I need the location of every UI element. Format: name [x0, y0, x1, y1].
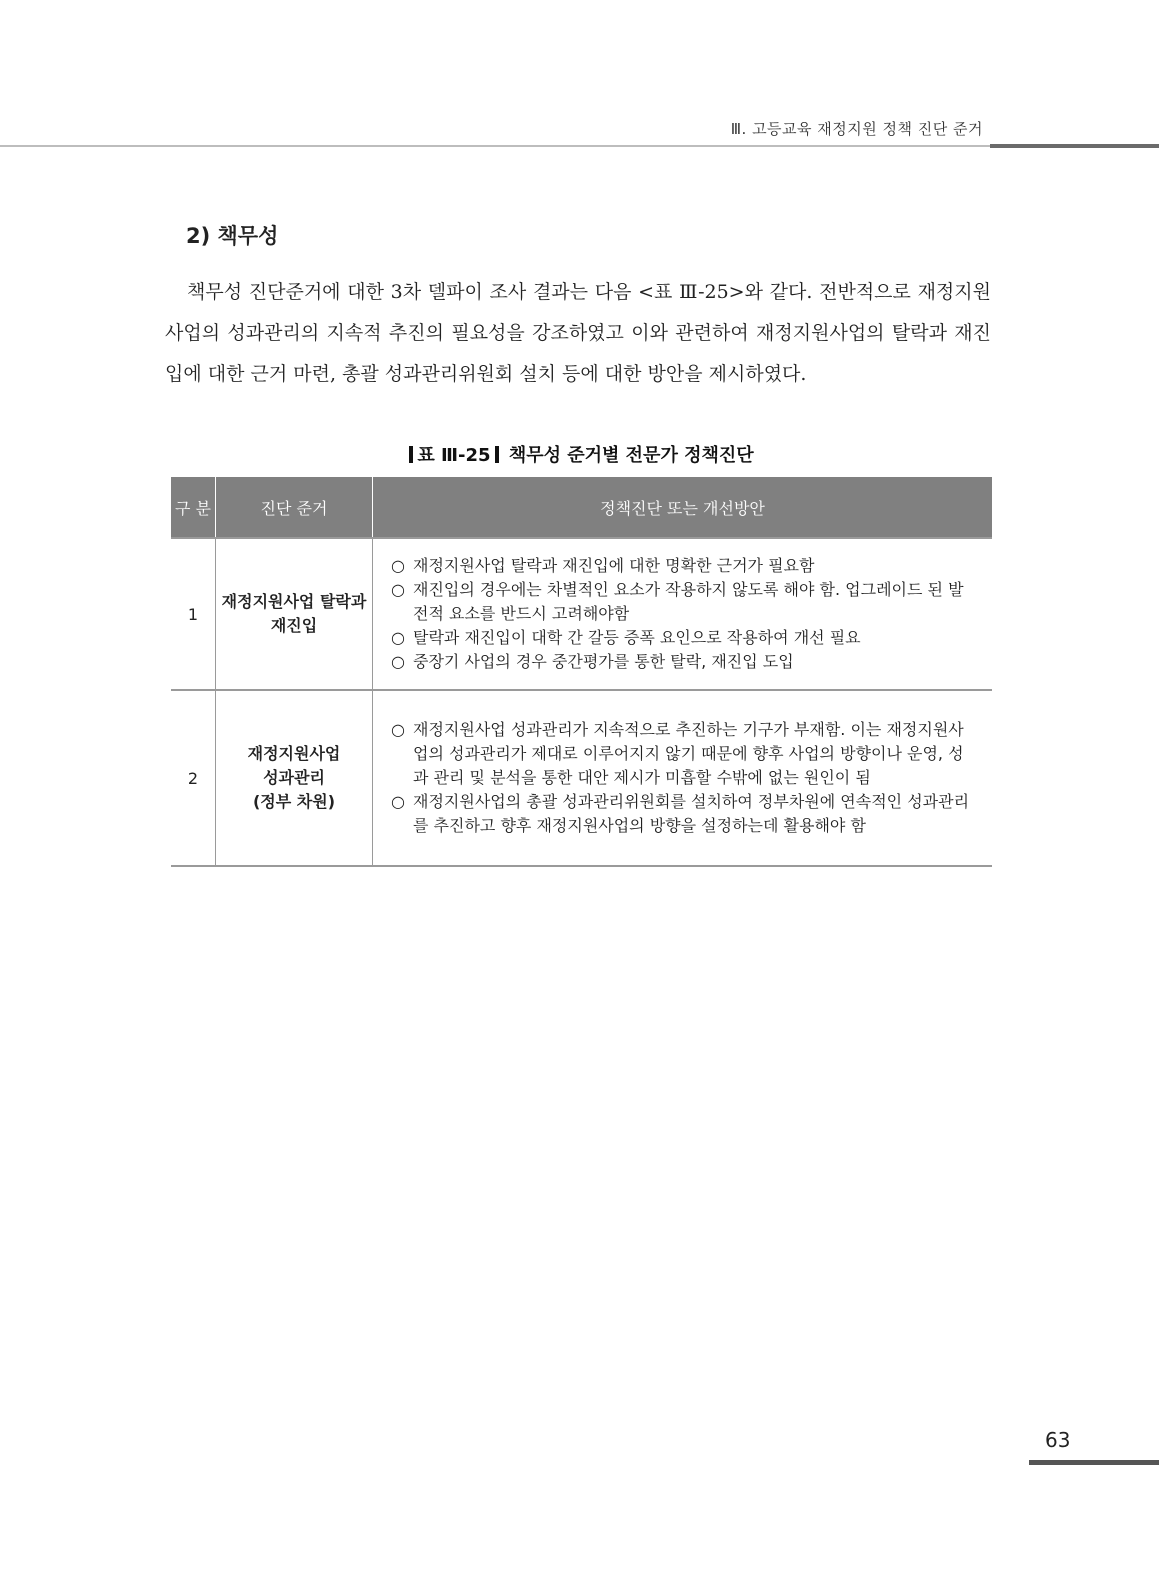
circle-bullet-icon: ○: [391, 720, 405, 739]
header-criterion: 진단 준거: [216, 477, 373, 538]
row-criterion: 재정지원사업 성과관리 (정부 차원): [216, 690, 373, 866]
running-header: Ⅲ. 고등교육 재정지원 정책 진단 준거: [730, 120, 983, 138]
circle-bullet-icon: ○: [391, 652, 405, 671]
row-diagnosis: [373, 538, 993, 690]
circle-bullet-icon: ○: [391, 556, 405, 575]
header-no: 구 분: [171, 477, 216, 538]
section-title: 2) 책무성: [186, 224, 279, 248]
row-number: 2: [171, 690, 216, 866]
body-paragraph: 책무성 진단준거에 대한 3차 델파이 조사 결과는 다음 <표 Ⅲ-25>와 같다. 전반적으로 재정지원사업의 성과관리의 지속적 추진의 필요성을 강조하였고 이와 관련하여 재정지원사업의 탈락과 재진입에 대한 근거 마련, 총괄 성과관리위원회 설치 등에 대한 방안을 제시하였다.: [165, 281, 991, 385]
header-rule: [0, 145, 990, 147]
header-rule-accent: [990, 144, 1159, 148]
caption-bar-right: [495, 446, 499, 463]
circle-bullet-icon: ○: [391, 580, 405, 599]
row-criterion: 재정지원사업 탈락과 재진입: [216, 538, 373, 690]
list-item: ○ 탈락과 재진입이 대학 간 갈등 증폭 요인으로 작용하여 개선 필요: [389, 626, 976, 650]
list-item: ○ 재진입의 경우에는 차별적인 요소가 작용하지 않도록 해야 함. 업그레이드 된 발전적 요소를 반드시 고려해야함: [391, 580, 964, 623]
list-item: ○ 중장기 사업의 경우 중간평가를 통한 탈락, 재진입 도입: [389, 650, 976, 674]
table-caption-title: 책무성 준거별 전문가 정책진단: [508, 445, 754, 466]
footer-rule: [1029, 1460, 1159, 1465]
diagnosis-table: [171, 477, 992, 867]
list-item: ○ 재정지원사업 탈락과 재진입에 대한 명확한 근거가 필요함: [389, 554, 976, 578]
row-number: 1: [171, 538, 216, 690]
list-item: ○ 재정지원사업의 총괄 성과관리위원회를 설치하여 정부차원에 연속적인 성과관리를 추진하고 향후 재정지원사업의 방향을 설정하는데 활용해야 함: [391, 792, 970, 835]
header-diagnosis: 정책진단 또는 개선방안: [373, 477, 993, 538]
table-row: [171, 690, 992, 866]
table-caption: [0, 441, 1159, 467]
caption-bar-left: [409, 446, 413, 463]
circle-bullet-icon: ○: [391, 628, 405, 647]
table-row: [171, 538, 992, 690]
page-number: 63: [1045, 1428, 1071, 1452]
table-caption-label: 표 Ⅲ-25: [417, 445, 491, 466]
table-header-row: [171, 477, 992, 538]
circle-bullet-icon: ○: [391, 792, 405, 811]
row-diagnosis: [373, 690, 993, 866]
list-item: ○ 재정지원사업 성과관리가 지속적으로 추진하는 기구가 부재함. 이는 재정지원사업의 성과관리가 제대로 이루어지지 않기 때문에 향후 사업의 방향이나 운영, 성과 관리 및 분석을 통한 대안 제시가 미흡할 수밖에 없는 원인이 됨: [391, 720, 964, 787]
